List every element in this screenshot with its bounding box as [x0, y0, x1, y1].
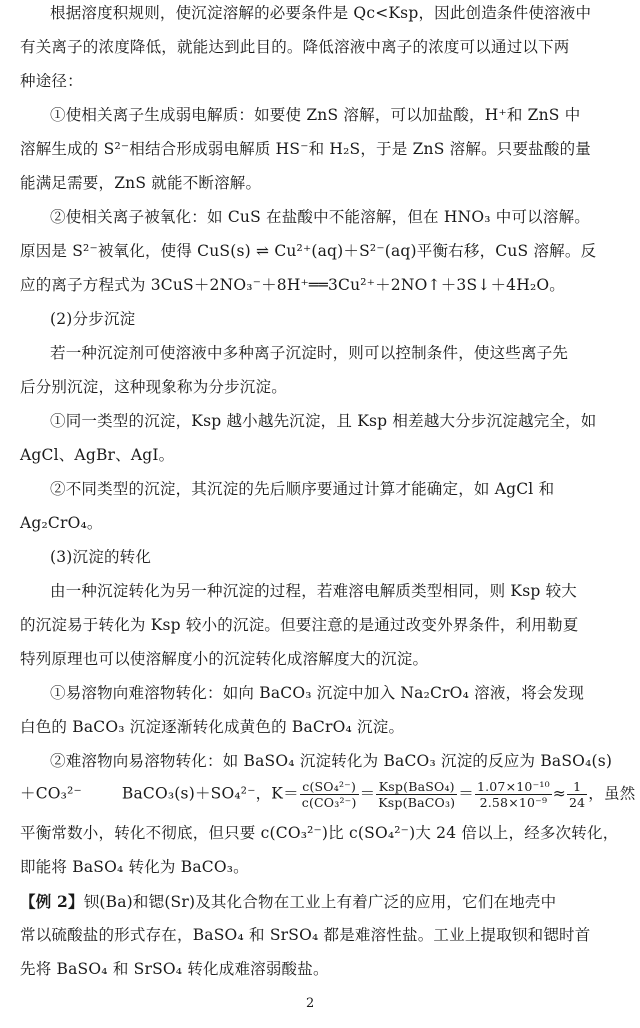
text-line-l25: 平衡常数小，转化不彻底，但只要 c(CO₃²⁻)比 c(SO₄²⁻)大 24 倍以上，经多次转化， — [20, 824, 619, 842]
example-label: 【例 2】 — [20, 892, 84, 911]
text-line-l18: 由一种沉淀转化为另一种沉淀的过程，若难溶电解质类型相同，则 Ksp 较大 — [50, 582, 578, 600]
example-line-1 — [20, 894, 620, 911]
text-line-l9: 应的离子方程式为 3CuS＋2NO₃⁻＋8H⁺══3Cu²⁺＋2NO↑＋3S↓＋4H₂O。 — [20, 276, 565, 294]
eq-sign: ＝ — [359, 784, 376, 803]
text-line-l12: 后分别沉淀，这种现象称为分步沉淀。 — [20, 378, 287, 396]
fraction-ksp: $\frac{\text{Ksp(BaSO₄)}}{\text{Ksp(BaCO₃)}}$ — [378, 779, 456, 811]
text-line-l21: ①易溶物向难溶物转化：如向 BaCO₃ 沉淀中加入 Na₂CrO₄ 溶液，将会发现 — [50, 684, 585, 702]
text-line-l8: 原因是 S²⁻被氧化，使得 CuS(s) ⇌ Cu²⁺(aq)＋S²⁻(aq)平衡右移，CuS 溶解。反 — [20, 242, 597, 260]
text-line-l10: (2)分步沉淀 — [50, 310, 136, 328]
text-line-l14: AgCl、AgBr、AgI。 — [20, 446, 175, 464]
text-line-l6: 能满足需要，ZnS 就能不断溶解。 — [20, 174, 262, 192]
text-line-l20: 特列原理也可以使溶解度小的沉淀转化成溶解度大的沉淀。 — [20, 650, 429, 668]
text-line-l22: 白色的 BaCO₃ 沉淀逐渐转化成黄色的 BaCrO₄ 沉淀。 — [20, 718, 405, 736]
text-line-l11: 若一种沉淀剂可使溶液中多种离子沉淀时，则可以控制条件，使这些离子先 — [50, 344, 569, 362]
text-line-l15: ②不同类型的沉淀，其沉淀的先后顺序要通过计算才能确定，如 AgCl 和 — [50, 480, 555, 498]
fraction-concentration: $\frac{\text{c(SO₄²⁻)}}{\text{c(CO₃²⁻)}}$ — [301, 779, 357, 811]
text-line-l26: 即能将 BaSO₄ 转化为 BaCO₃。 — [20, 858, 249, 876]
page-number: 2 — [306, 996, 315, 1011]
text-line-l2: 有关离子的浓度降低，就能达到此目的。降低溶液中离子的浓度可以通过以下两 — [20, 38, 570, 56]
eq-mid: BaCO₃(s)＋SO₄²⁻，K＝ — [121, 784, 299, 803]
text-line-l1: 根据溶度积规则，使沉淀溶解的必要条件是 Qc<Ksp，因此创造条件使溶液中 — [50, 4, 592, 22]
example-line-2: 常以硫酸盐的形式存在，BaSO₄ 和 SrSO₄ 都是难溶性盐。工业上提取钡和锶时首 — [20, 926, 591, 944]
approx-sign: ≈ — [552, 784, 566, 803]
text-line-l17: (3)沉淀的转化 — [50, 548, 152, 566]
text-line-l13: ①同一类型的沉淀，Ksp 越小越先沉淀，且 Ksp 相差越大分步沉淀越完全，如 — [50, 412, 597, 430]
example-line-3: 先将 BaSO₄ 和 SrSO₄ 转化成难溶弱酸盐。 — [20, 960, 329, 978]
fraction-values: $\frac{\text{1.07×10⁻¹⁰}}{\text{2.58×10⁻⁹}}$ — [476, 779, 550, 811]
text-line-l4: ①使相关离子生成弱电解质：如要使 ZnS 溶解，可以加盐酸，H⁺和 ZnS 中 — [50, 106, 581, 124]
text-line-l5: 溶解生成的 S²⁻相结合形成弱电解质 HS⁻和 H₂S，于是 ZnS 溶解。只要盐酸的量 — [20, 140, 591, 158]
text-line-l7: ②使相关离子被氧化：如 CuS 在盐酸中不能溶解，但在 HNO₃ 中可以溶解。 — [50, 208, 590, 226]
eq-left: ＋CO₃²⁻ — [20, 784, 82, 803]
eq-tail: ，虽然 — [588, 784, 636, 803]
text-line-l16: Ag₂CrO₄。 — [20, 514, 103, 532]
example-text: 钡(Ba)和锶(Sr)及其化合物在工业上有着广泛的应用，它们在地壳中 — [83, 893, 557, 911]
text-line-l3: 种途径： — [20, 72, 83, 90]
eq-sign: ＝ — [458, 784, 474, 803]
equation-line — [20, 779, 636, 811]
text-line-l23: ②难溶物向易溶物转化：如 BaSO₄ 沉淀转化为 BaCO₃ 沉淀的反应为 BaSO₄(s) — [50, 752, 613, 770]
text-line-l19: 的沉淀易于转化为 Ksp 较小的沉淀。但要注意的是通过改变外界条件，利用勒夏 — [20, 616, 579, 634]
fraction-result: $\frac{1}{24}$ — [568, 779, 586, 811]
